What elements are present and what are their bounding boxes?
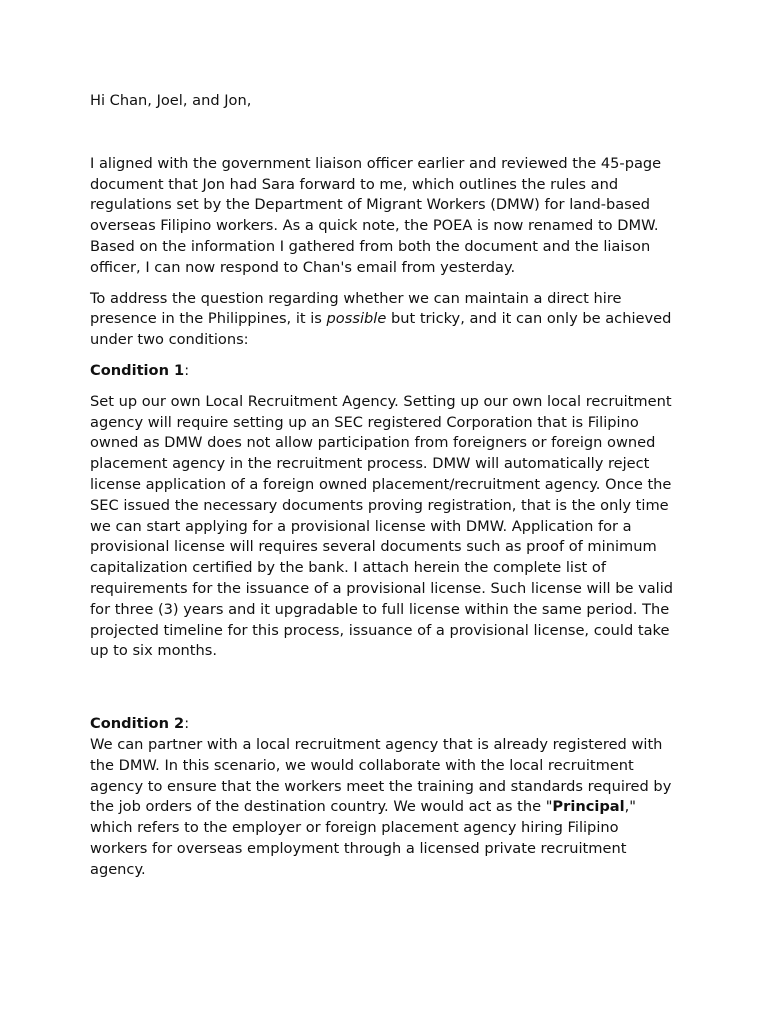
condition-2-text-end: ," which refers to the employer or foreign placement agency hiring Filipino workers for overseas employment through a licensed private recruitment agency. — [90, 798, 637, 878]
condition-2-text-start: We can partner with a local recruitment agency that is already registered with the DMW. In this scenario, we would collaborate with the local recruitment agency to ensure that the workers meet the training and standards required by the job orders of the destination country. We would act as the " — [90, 735, 672, 816]
condition-2-label: Condition 2 — [90, 715, 185, 733]
principal-term: Principal — [552, 798, 625, 816]
email-body — [90, 91, 680, 881]
greeting: Hi Chan, Joel, and Jon, — [90, 92, 252, 109]
condition-1-colon: : — [184, 361, 190, 379]
question-text-start: To address the question regarding whether we can maintain a direct hire presence in the Philippines, it is — [90, 289, 622, 328]
question-emphasis: possible — [326, 310, 387, 328]
condition-2-colon: : — [184, 715, 190, 733]
question-text-end: but tricky, and it can only be achieved under two conditions: — [90, 310, 672, 349]
intro-paragraph: I aligned with the government liaison officer earlier and reviewed the 45-page document that Jon had Sara forward to me, which outlines the rules and regulations set by the Department of Migrant Workers (DMW) for land-based overseas Filipino workers. As a quick note, the POEA is now renamed to DMW. Based on the information I gathered from both the document and the liaison officer, I can now respond to Chan's email from yesterday. — [90, 154, 662, 276]
question-paragraph — [90, 289, 680, 351]
condition-2-heading — [90, 714, 680, 735]
condition-2-body — [90, 735, 680, 881]
condition-1-label: Condition 1 — [90, 361, 185, 379]
condition-1-body: Set up our own Local Recruitment Agency. Setting up our own local recruitment agency will require setting up an SEC registered Corporation that is Filipino owned as DMW does not allow participation from foreigners or foreign owned placement agency in the recruitment process. DMW will automatically reject license application of a foreign owned placement/recruitment agency. Once the SEC issued the necessary documents proving registration, that is the only time we can start applying for a provisional license with DMW. Application for a provisional license will requires several documents such as proof of minimum capitalization certified by the bank. I attach herein the complete list of requirements for the issuance of a provisional license. Such license will be valid for three (3) years and it upgradable to full license within the same period. The projected timeline for this process, issuance of a provisional license, could take up to six months. — [90, 392, 674, 660]
condition-1-heading — [90, 361, 680, 382]
